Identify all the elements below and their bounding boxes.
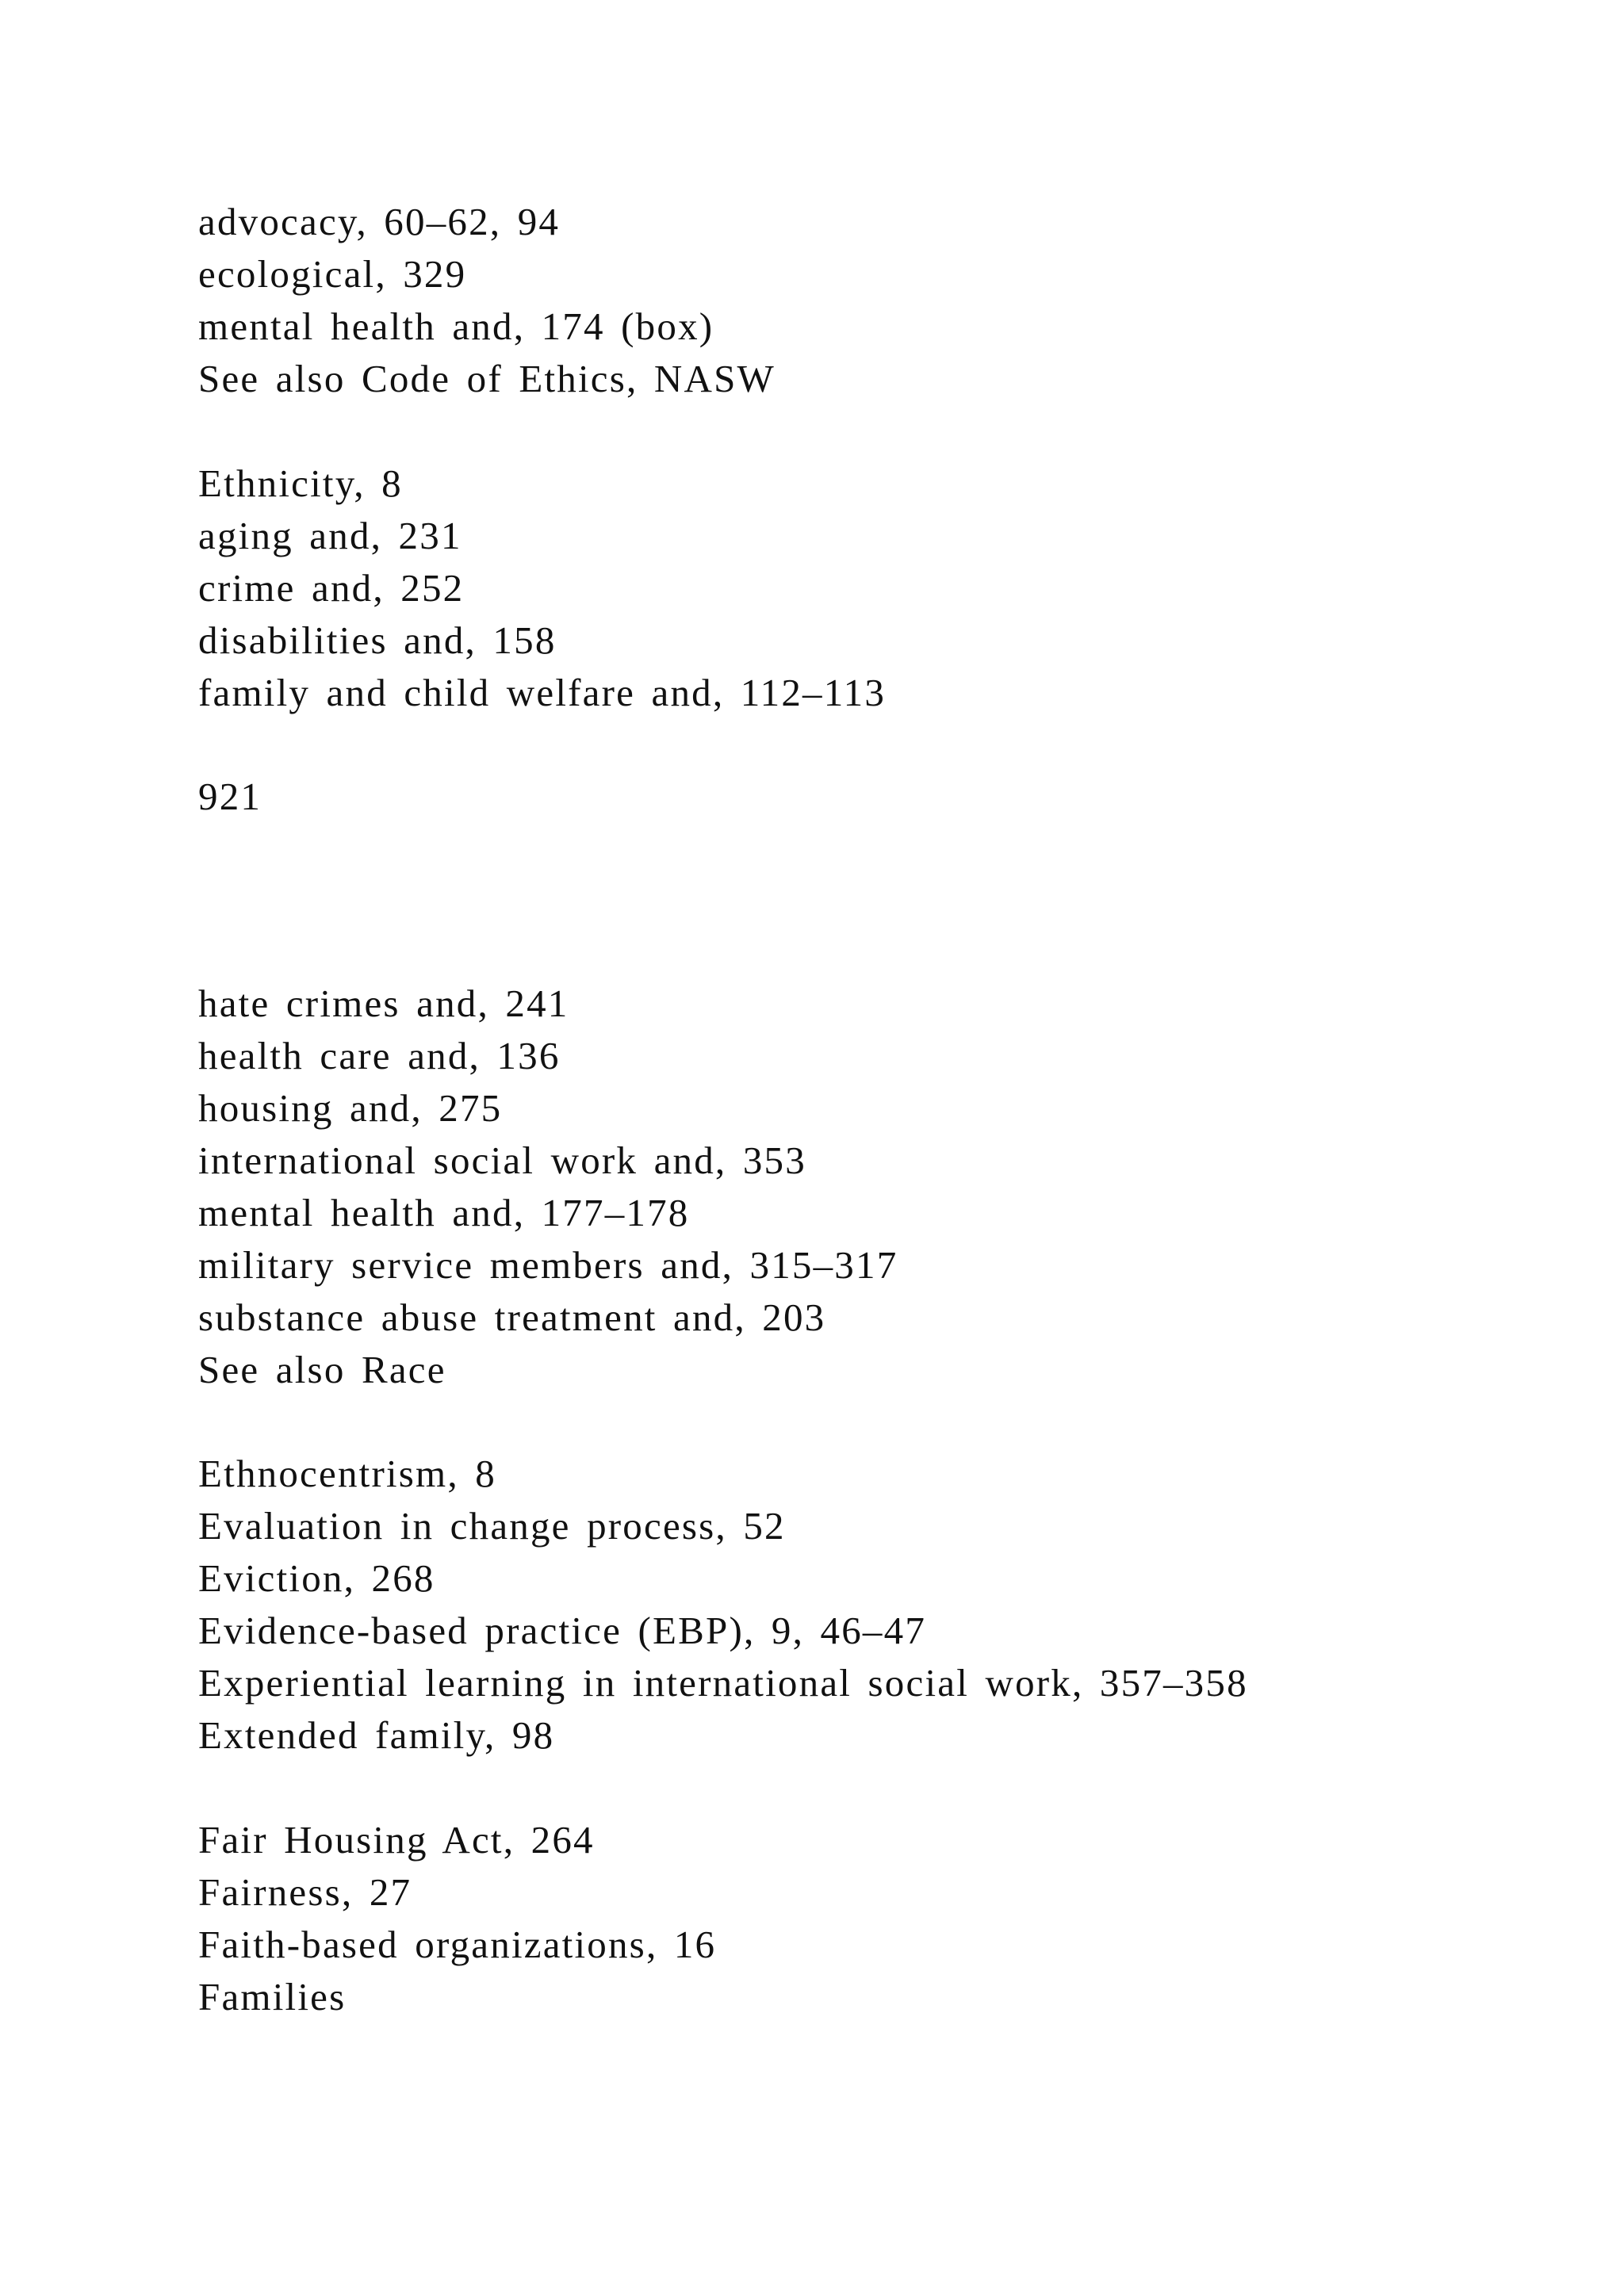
index-subentry: hate crimes and, 241 — [198, 982, 569, 1025]
index-main-entry: Ethnicity, 8 — [198, 461, 403, 505]
index-main-entry: Faith-based organizations, 16 — [198, 1923, 717, 1966]
index-entry-group — [198, 1814, 716, 2023]
index-main-entry: Evidence-based practice (EBP), 9, 46–47 — [198, 1609, 927, 1652]
index-cross-reference: See also Race — [198, 1348, 446, 1391]
page-number: 921 — [198, 775, 262, 818]
index-main-entry: Extended family, 98 — [198, 1713, 555, 1757]
index-subentry: disabilities and, 158 — [198, 618, 557, 662]
index-entry-group — [198, 196, 776, 405]
index-main-entry: Fairness, 27 — [198, 1870, 412, 1914]
index-cross-reference: See also Code of Ethics, NASW — [198, 357, 776, 400]
index-subentry: crime and, 252 — [198, 566, 465, 610]
index-main-entry: Families — [198, 1975, 347, 2019]
index-subentry: international social work and, 353 — [198, 1138, 806, 1182]
index-main-entry: Ethnocentrism, 8 — [198, 1452, 496, 1495]
index-subentry: housing and, 275 — [198, 1086, 503, 1130]
index-entry-group — [198, 1448, 1248, 1762]
index-subentry: ecological, 329 — [198, 252, 467, 296]
index-subentry: advocacy, 60–62, 94 — [198, 200, 561, 243]
index-subentry: aging and, 231 — [198, 514, 462, 557]
index-main-entry: Experiential learning in international social work, 357–358 — [198, 1661, 1248, 1705]
page-number-group — [198, 771, 262, 823]
index-main-entry: Eviction, 268 — [198, 1556, 435, 1600]
index-entry-group — [198, 457, 886, 719]
index-entry-group — [198, 978, 898, 1396]
index-main-entry: Evaluation in change process, 52 — [198, 1504, 786, 1548]
index-subentry: health care and, 136 — [198, 1034, 561, 1077]
index-subentry: mental health and, 174 (box) — [198, 304, 714, 348]
index-subentry: military service members and, 315–317 — [198, 1243, 898, 1287]
index-main-entry: Fair Housing Act, 264 — [198, 1818, 595, 1862]
index-subentry: substance abuse treatment and, 203 — [198, 1295, 826, 1339]
index-subentry: family and child welfare and, 112–113 — [198, 671, 887, 714]
index-subentry: mental health and, 177–178 — [198, 1191, 690, 1234]
